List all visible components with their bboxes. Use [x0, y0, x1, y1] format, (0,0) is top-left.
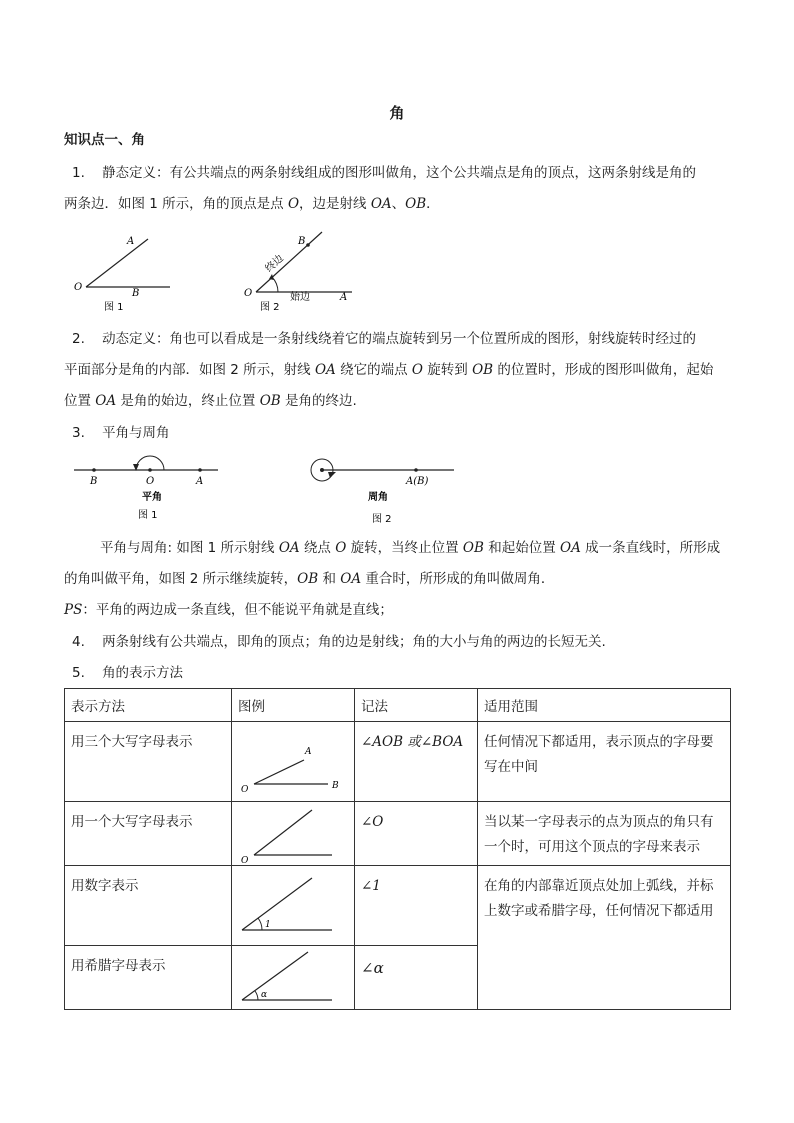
table-row — [65, 802, 731, 866]
point-ab — [414, 468, 418, 472]
p3-body-line2 — [64, 573, 554, 587]
oa: OA — [560, 540, 581, 556]
label-1: 1 — [265, 920, 271, 930]
label-ab: A(B) — [406, 476, 429, 487]
label-o: O — [241, 785, 249, 795]
p3-body-line1 — [100, 542, 720, 556]
ps-text: ：平角的两边成一条直线，但不能说平角就是直线； — [82, 602, 393, 618]
angle-arc — [255, 991, 258, 1000]
p2-text2b: 绕它的端点 — [335, 362, 412, 378]
p1-ob: OB — [405, 196, 427, 212]
point-a — [198, 468, 202, 472]
ray-oa — [254, 760, 304, 784]
label-a: A — [305, 747, 312, 757]
p2-text2d: 的位置时，形成的图形叫做角，起始 — [493, 362, 714, 378]
caption: 图 1 — [138, 510, 158, 521]
p1-line1 — [72, 167, 696, 181]
header-figure: 图例 — [232, 689, 355, 722]
notation-text: ∠1 — [361, 878, 381, 894]
terminal-side-label: 终边 — [263, 252, 286, 275]
p1-text1: 静态定义：有公共端点的两条射线组成的图形叫做角，这个公共端点是角的顶点，这两条射线是角的 — [102, 165, 697, 181]
p5-line — [72, 667, 183, 681]
point-o — [320, 468, 324, 472]
label-b: B — [332, 781, 339, 791]
p5-text: 角的表示方法 — [102, 665, 184, 681]
text: 重合时，所形成的角叫做周角． — [361, 571, 555, 587]
label-o: O — [244, 288, 253, 299]
ray-oa — [86, 239, 148, 287]
ob: OB — [297, 571, 319, 587]
method-cell: 用一个大写字母表示 — [65, 802, 232, 866]
one-letter-angle-figure — [232, 802, 354, 866]
p1-line2 — [64, 198, 440, 212]
p2-o: O — [411, 362, 423, 378]
table-row — [65, 722, 731, 802]
header-notation: 记法 — [355, 689, 478, 722]
header-scope: 适用范围 — [478, 689, 731, 722]
p2-line3 — [64, 395, 357, 409]
p3-text: 平角与周角 — [102, 425, 170, 441]
figure-cell — [232, 946, 355, 1010]
ray-upper — [242, 952, 308, 1000]
label-alpha: α — [261, 990, 268, 1000]
p1-sep: 、 — [391, 196, 406, 212]
o: O — [335, 540, 347, 556]
text: 成一条直线时，所形成 — [580, 540, 721, 556]
label-a: A — [340, 292, 348, 303]
text: 平角与周角: 如图 1 所示射线 — [100, 540, 279, 556]
greek-angle-figure — [232, 946, 354, 1010]
p1-num: 1. — [72, 165, 85, 181]
ray-ob — [256, 232, 322, 292]
label-b: B — [298, 236, 306, 247]
notation-text: ∠AOB 或∠BOA — [361, 734, 464, 750]
three-letter-angle-figure — [232, 722, 354, 802]
table-header-row — [65, 689, 731, 722]
scope-cell: 任何情况下都适用，表示顶点的字母要写在中间 — [478, 722, 731, 802]
figure-cell — [232, 722, 355, 802]
notation-cell — [355, 802, 478, 866]
figure-straight-angle — [72, 450, 222, 526]
caption: 图 2 — [260, 302, 280, 313]
text: 的角叫做平角，如图 2 所示继续旋转， — [64, 571, 298, 587]
point-b — [306, 243, 310, 247]
figure-name: 平角 — [142, 492, 162, 503]
p1-oa: OA — [370, 196, 392, 212]
p2-text3a: 位置 — [64, 393, 96, 409]
straight-arc — [136, 456, 164, 470]
oa: OA — [278, 540, 300, 556]
notation-cell — [355, 946, 478, 1010]
label-a: A — [127, 236, 135, 247]
p4-line — [72, 636, 606, 650]
section-heading: 知识点一、角 — [64, 132, 145, 148]
scope-cell: 当以某一字母表示的点为顶点的角只有一个时，可用这个顶点的字母来表示 — [478, 802, 731, 866]
notation-cell — [355, 866, 478, 946]
figure-2-angle — [240, 226, 360, 316]
text: 和 — [318, 571, 341, 587]
text: 旋转，当终止位置 — [346, 540, 463, 556]
method-cell: 用希腊字母表示 — [65, 946, 232, 1010]
p2-oa2: OA — [95, 393, 117, 409]
scope-cell: 在角的内部靠近顶点处加上弧线，并标上数字或希腊字母，任何情况下都适用 — [478, 866, 731, 1010]
p2-ob2: OB — [259, 393, 281, 409]
figure-full-angle — [300, 450, 460, 526]
caption: 图 1 — [104, 302, 124, 313]
text: 绕点 — [299, 540, 336, 556]
method-cell: 用数字表示 — [65, 866, 232, 946]
text: 和起始位置 — [483, 540, 560, 556]
p1-end: ． — [426, 196, 440, 212]
ps-label: PS — [64, 602, 83, 618]
p5-num: 5. — [72, 665, 85, 681]
ob: OB — [462, 540, 484, 556]
notation-cell — [355, 722, 478, 802]
label-o: O — [241, 856, 249, 866]
label-o: O — [146, 476, 155, 487]
p3-num: 3. — [72, 425, 85, 441]
p2-line1 — [72, 333, 696, 347]
p1-text2b: ，边是射线 — [299, 196, 371, 212]
label-a: A — [196, 476, 204, 487]
figure-cell — [232, 802, 355, 866]
p2-num: 2. — [72, 331, 85, 347]
p1-o: O — [287, 196, 300, 212]
ps-note — [64, 604, 393, 618]
label-o: O — [74, 282, 83, 293]
p2-oa: OA — [314, 362, 336, 378]
angle-arc — [258, 918, 262, 930]
notation-text: ∠O — [361, 814, 384, 830]
p2-text3c: 是角的终边. — [280, 393, 357, 409]
p2-text2c: 旋转到 — [422, 362, 473, 378]
page-title: 角 — [389, 104, 405, 122]
ray-upper — [242, 878, 312, 930]
figure-name: 周角 — [368, 492, 388, 503]
header-method: 表示方法 — [65, 689, 232, 722]
p1-text2a: 两条边．如图 1 所示，角的顶点是点 — [64, 196, 288, 212]
oa: OA — [340, 571, 362, 587]
initial-side-label: 始边 — [290, 292, 310, 303]
label-b: B — [90, 476, 98, 487]
arrow-head-icon — [328, 472, 336, 478]
figure-1-angle — [70, 232, 180, 314]
p2-text2a: 平面部分是角的内部．如图 2 所示，射线 — [64, 362, 315, 378]
p4-num: 4. — [72, 634, 85, 650]
notation-text: ∠α — [361, 959, 384, 977]
p4-text: 两条射线有公共端点，即角的顶点；角的边是射线；角的大小与角的两边的长短无关. — [102, 634, 606, 650]
p2-line2 — [64, 364, 713, 378]
number-angle-figure — [232, 866, 354, 946]
p3-line — [72, 427, 170, 441]
label-b: B — [132, 288, 140, 299]
caption: 图 2 — [372, 514, 392, 525]
method-cell: 用三个大写字母表示 — [65, 722, 232, 802]
p2-text1: 动态定义：角也可以看成是一条射线绕着它的端点旋转到另一个位置所成的图形，射线旋转时经过的 — [102, 331, 697, 347]
p2-ob: OB — [472, 362, 494, 378]
table-row — [65, 866, 731, 946]
ray-upper — [254, 810, 312, 855]
p2-text3b: 是角的始边，终止位置 — [116, 393, 260, 409]
point-b — [92, 468, 96, 472]
angle-notation-table — [64, 688, 731, 1010]
point-o — [148, 468, 152, 472]
figure-cell — [232, 866, 355, 946]
